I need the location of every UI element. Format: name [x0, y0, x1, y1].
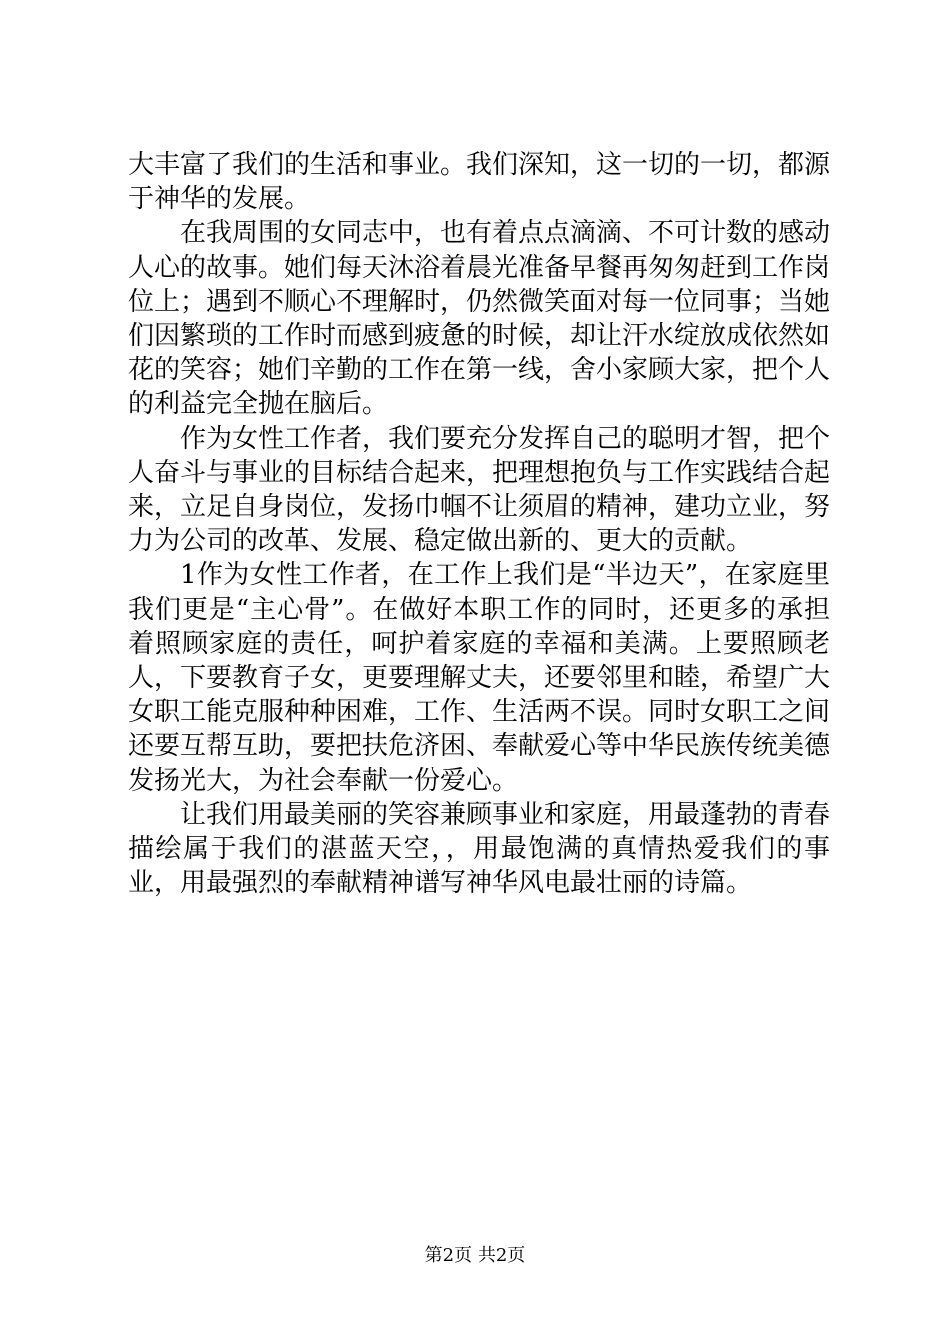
paragraph-continuation: 大丰富了我们的生活和事业。我们深知，这一切的一切，都源于神华的发展。 — [128, 150, 831, 215]
paragraph-women-workers-role: 作为女性工作者，我们要充分发挥自己的聪明才智，把个人奋斗与事业的目标结合起来，把理想抱负与工作实践结合起来，立足自身岗位，发扬巾帼不让须眉的精神，建功立业，努力为公司的改革、发展、稳定做出新的、更大的贡献。 — [128, 423, 831, 557]
page-number-footer: 第2页 共2页 — [424, 1245, 526, 1266]
paragraph-work-and-family: 1作为女性工作者，在工作上我们是“半边天”，在家庭里我们更是“主心骨”。在做好本职工作的同时，还更多的承担着照顾家庭的责任，呵护着家庭的幸福和美满。上要照顾老人，下要教育子女，更要理解丈夫，还要邻里和睦，希望广大女职工能克服种种困难，工作、生活两不误。同时女职工之间还要互帮互助，要把扶危济困、奉献爱心等中华民族传统美德发扬光大，为社会奉献一份爱心。 — [128, 560, 831, 796]
document-body — [128, 148, 830, 900]
paragraph-closing: 让我们用最美丽的笑容兼顾事业和家庭，用最蓬勃的青春描绘属于我们的湛蓝天空，，用最饱满的真情热爱我们的事业，用最强烈的奉献精神谱写神华风电最壮丽的诗篇。 — [128, 799, 831, 899]
paragraph-female-colleagues: 在我周围的女同志中，也有着点点滴滴、不可计数的感动人心的故事。她们每天沐浴着晨光准备早餐再匆匆赶到工作岗位上；遇到不顺心不理解时，仍然微笑面对每一位同事；当她们因繁琐的工作时而感到疲惫的时候，却让汗水绽放成依然如花的笑容；她们辛勤的工作在第一线，舍小家顾大家，把个人的利益完全抛在脑后。 — [128, 218, 831, 420]
